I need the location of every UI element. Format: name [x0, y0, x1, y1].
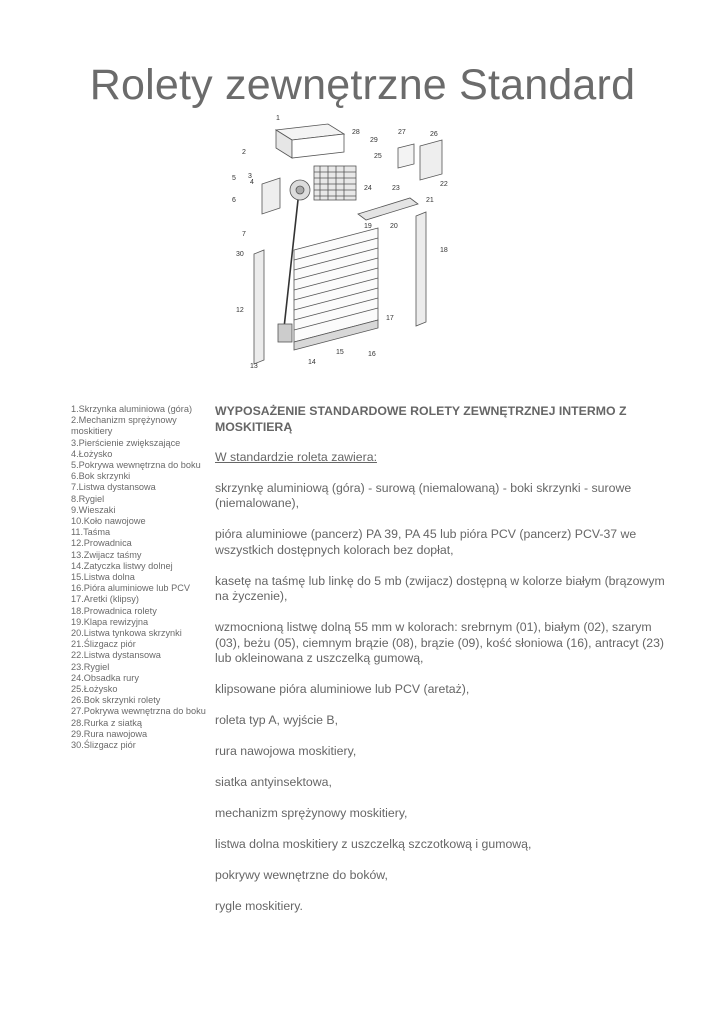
parts-list-item: 13.Zwijacz taśmy [71, 549, 142, 560]
parts-list [71, 404, 206, 751]
equipment-item: pokrywy wewnętrzne do boków, [215, 868, 388, 882]
svg-text:6: 6 [232, 197, 236, 204]
svg-text:30: 30 [236, 251, 244, 258]
parts-list-item: 26.Bok skrzynki rolety [71, 695, 161, 706]
parts-list-item: 21.Ślizgacz piór [71, 639, 136, 650]
guide-rail-right-part [416, 212, 426, 326]
section-heading: WYPOSAŻENIE STANDARDOWE ROLETY ZEWNĘTRZNEJ INTERMO Z MOSKITIERĄ [215, 404, 627, 434]
parts-list-item: 11.Taśma [71, 527, 111, 538]
parts-list-item: 10.Koło nawojowe [71, 516, 146, 527]
parts-list-item: 27.Pokrywa wewnętrzna do boku [71, 706, 206, 717]
side-plate-right-part [420, 140, 442, 180]
strap-winder-part [278, 324, 292, 342]
parts-list-item: 15.Listwa dolna [71, 572, 135, 583]
parts-list-item: 8.Rygiel [71, 493, 105, 504]
svg-text:28: 28 [352, 129, 360, 136]
svg-text:12: 12 [236, 307, 244, 314]
parts-list-item: 1.Skrzynka aluminiowa (góra) [71, 404, 193, 414]
parts-list-item: 22.Listwa dystansowa [71, 650, 161, 661]
equipment-item: mechanizm sprężynowy moskitiery, [215, 806, 408, 820]
exploded-roller-shutter-diagram [228, 110, 458, 372]
parts-list-item: 29.Rura nawojowa [71, 728, 148, 739]
side-plate-left-part [262, 178, 280, 214]
svg-text:24: 24 [364, 185, 372, 192]
equipment-item: rygle moskitiery. [215, 899, 303, 913]
svg-text:21: 21 [426, 197, 434, 204]
svg-text:27: 27 [398, 129, 406, 136]
parts-list-item: 4.Łożysko [71, 448, 113, 459]
equipment-item: klipsowane pióra aluminiowe lub PCV (aretaż), [215, 682, 470, 696]
svg-text:15: 15 [336, 349, 344, 356]
parts-list-item: 23.Rygiel [71, 661, 110, 672]
equipment-item: rura nawojowa moskitiery, [215, 744, 357, 758]
parts-list-item: 25.Łożysko [71, 684, 118, 695]
svg-text:18: 18 [440, 247, 448, 254]
svg-text:22: 22 [440, 181, 448, 188]
svg-text:23: 23 [392, 185, 400, 192]
section-intro: W standardzie roleta zawiera: [215, 450, 377, 464]
page-title: Rolety zewnętrzne Standard [89, 60, 636, 109]
svg-text:17: 17 [386, 315, 394, 322]
equipment-item: roleta typ A, wyjście B, [215, 713, 339, 727]
parts-list-item: 28.Rurka z siatką [71, 717, 142, 728]
inner-cover-part [398, 144, 414, 168]
parts-list-item: 6.Bok skrzynki [71, 471, 131, 482]
parts-list-item: 19.Klapa rewizyjna [71, 616, 149, 627]
parts-list-item: 2.Mechanizm sprężynowy moskitiery [71, 415, 177, 437]
svg-text:16: 16 [368, 351, 376, 358]
equipment-item: skrzynkę aluminiową (góra) - surową (niemalowaną) - boki skrzynki - surowe (niemalowane), [215, 480, 632, 510]
plaster-strip-part [358, 198, 418, 220]
equipment-item: pióra aluminiowe (pancerz) PA 39, PA 45 lub pióra PCV (pancerz) PCV-37 we wszystkich dostępnych kolorach bez dopłat, [215, 527, 637, 557]
parts-list-item: 5.Pokrywa wewnętrzna do boku [71, 460, 201, 471]
parts-list-item: 16.Pióra aluminiowe lub PCV [71, 583, 190, 594]
parts-list-item: 24.Obsadka rury [71, 672, 139, 683]
svg-text:1: 1 [276, 115, 280, 122]
parts-list-item: 7.Listwa dystansowa [71, 482, 156, 493]
svg-text:25: 25 [374, 153, 382, 160]
parts-list-item: 14.Zatyczka listwy dolnej [71, 560, 173, 571]
winding-wheel-part [290, 180, 310, 200]
svg-text:29: 29 [370, 137, 378, 144]
svg-text:4: 4 [250, 179, 254, 186]
parts-list-item: 18.Prowadnica rolety [71, 605, 157, 616]
svg-text:5: 5 [232, 175, 236, 182]
parts-list-item: 30.Ślizgacz piór [71, 740, 136, 751]
parts-list-item: 9.Wieszaki [71, 504, 116, 515]
parts-list-item: 3.Pierścienie zwiększające [71, 437, 181, 448]
equipment-item: listwa dolna moskitiery z uszczelką szczotkową i gumową, [215, 837, 532, 851]
svg-text:14: 14 [308, 359, 316, 366]
equipment-item: kasetę na taśmę lub linkę do 5 mb (zwijacz) dostępną w kolorze białym (brązowym na życzenie), [215, 573, 665, 603]
svg-text:26: 26 [430, 131, 438, 138]
parts-list-item: 12.Prowadnica [71, 538, 132, 549]
roller-tube-part [314, 166, 356, 200]
svg-text:3: 3 [248, 173, 252, 180]
guide-rail-left-part [254, 250, 264, 364]
svg-text:7: 7 [242, 231, 246, 238]
parts-list-item: 17.Aretki (klipsy) [71, 594, 139, 605]
svg-text:2: 2 [242, 149, 246, 156]
box-top-part [276, 124, 344, 158]
parts-list-item: 20.Listwa tynkowa skrzynki [71, 628, 182, 639]
svg-text:20: 20 [390, 223, 398, 230]
equipment-item: wzmocnioną listwę dolną 55 mm w kolorach: srebrnym (01), białym (02), szarym (03), beżu (05), ciemnym brązie (08), brązie (09), kość słoniowa (16), antracyt (23) lub okleinowana z uszczelką gumową, [215, 620, 665, 665]
equipment-item: siatka antyinsektowa, [215, 775, 332, 789]
svg-text:13: 13 [250, 363, 258, 370]
svg-text:19: 19 [364, 223, 372, 230]
standard-equipment-section [215, 404, 665, 930]
